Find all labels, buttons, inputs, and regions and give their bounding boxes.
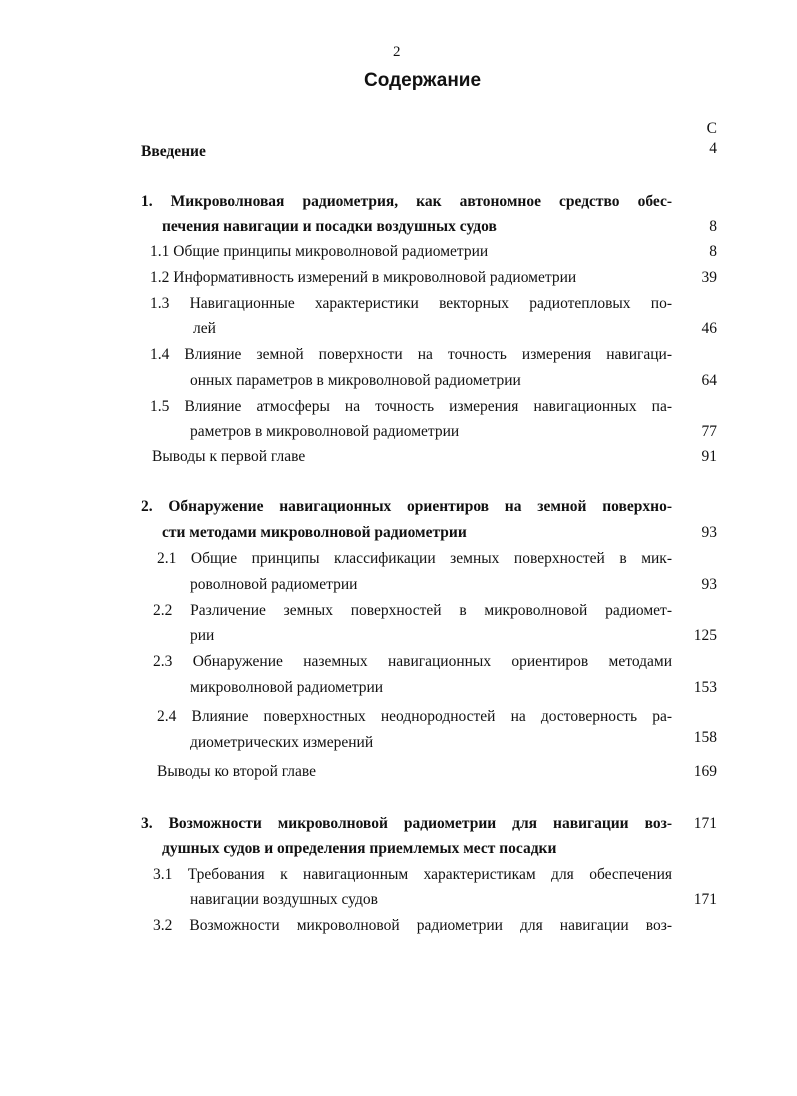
toc-page-2-2: 125 (693, 627, 717, 644)
toc-section-2-4-line1[interactable]: 2.4 Влияние поверхностных неоднородностей на достоверность ра- (157, 708, 672, 725)
toc-section-3-2-line1[interactable]: 3.2 Возможности микроволновой радиометрии для навигации воз- (153, 917, 672, 934)
toc-section-1-3-line2[interactable]: лей (193, 320, 216, 337)
toc-chapter-1-line2[interactable]: печения навигации и посадки воздушных судов (162, 218, 497, 235)
toc-section-2-3-line1[interactable]: 2.3 Обнаружение наземных навигационных ориентиров методами (153, 653, 672, 670)
page-column-header: С (706, 120, 717, 137)
toc-page-1-3: 46 (701, 320, 717, 337)
toc-page-chapter-1: 8 (709, 218, 717, 235)
toc-chapter-2-line1[interactable]: 2. Обнаружение навигационных ориентиров на земной поверхно- (141, 498, 672, 515)
toc-conclusion-1[interactable]: Выводы к первой главе (152, 448, 306, 465)
toc-section-2-2-line2[interactable]: рии (190, 627, 215, 644)
toc-page-conclusion-1: 91 (701, 448, 717, 465)
toc-entry-intro[interactable]: Введение (141, 143, 206, 160)
toc-section-3-1-line1[interactable]: 3.1 Требования к навигационным характеристикам для обеспечения (153, 866, 672, 883)
toc-page-conclusion-2: 169 (693, 763, 717, 780)
toc-section-1-1[interactable]: 1.1 Общие принципы микроволновой радиометрии (150, 243, 489, 260)
toc-section-1-5-line1[interactable]: 1.5 Влияние атмосферы на точность измерения навигационных па- (150, 398, 672, 415)
page-number: 2 (393, 44, 401, 60)
page-title: Содержание (364, 70, 482, 91)
toc-page-intro: 4 (709, 140, 717, 157)
toc-chapter-3-line2[interactable]: душных судов и определения приемлемых мест посадки (162, 840, 557, 857)
toc-conclusion-2[interactable]: Выводы ко второй главе (157, 763, 317, 780)
toc-section-1-4-line1[interactable]: 1.4 Влияние земной поверхности на точность измерения навигаци- (150, 346, 672, 363)
toc-page-1-4: 64 (701, 372, 717, 389)
toc-section-1-4-line2[interactable]: онных параметров в микроволновой радиометрии (190, 372, 521, 389)
toc-page-1-5: 77 (701, 423, 717, 440)
toc-page-chapter-2: 93 (701, 524, 717, 541)
toc-page-1-1: 8 (709, 243, 717, 260)
toc-page-2-1: 93 (701, 576, 717, 593)
toc-chapter-1-line1[interactable]: 1. Микроволновая радиометрия, как автономное средство обес- (141, 193, 672, 210)
toc-section-3-1-line2[interactable]: навигации воздушных судов (190, 891, 378, 908)
toc-section-2-3-line2[interactable]: микроволновой радиометрии (190, 679, 384, 696)
toc-section-2-4-line2[interactable]: диометрических измерений (190, 734, 374, 751)
toc-section-1-3-line1[interactable]: 1.3 Навигационные характеристики векторных радиотепловых по- (150, 295, 672, 312)
toc-chapter-2-line2[interactable]: сти методами микроволновой радиометрии (162, 524, 467, 541)
toc-section-1-5-line2[interactable]: раметров в микроволновой радиометрии (190, 423, 460, 440)
toc-page-1-2: 39 (701, 269, 717, 286)
toc-page-2-3: 153 (693, 679, 717, 696)
toc-section-2-1-line1[interactable]: 2.1 Общие принципы классификации земных поверхностей в мик- (157, 550, 672, 567)
toc-page-chapter-3: 171 (693, 815, 717, 832)
toc-page-2-4: 158 (693, 729, 717, 746)
toc-chapter-3-line1[interactable]: 3. Возможности микроволновой радиометрии для навигации воз- (141, 815, 672, 832)
toc-section-1-2[interactable]: 1.2 Информативность измерений в микроволновой радиометрии (150, 269, 577, 286)
toc-section-2-1-line2[interactable]: роволновой радиометрии (190, 576, 358, 593)
toc-section-2-2-line1[interactable]: 2.2 Различение земных поверхностей в микроволновой радиомет- (153, 602, 672, 619)
toc-page-3-1: 171 (693, 891, 717, 908)
